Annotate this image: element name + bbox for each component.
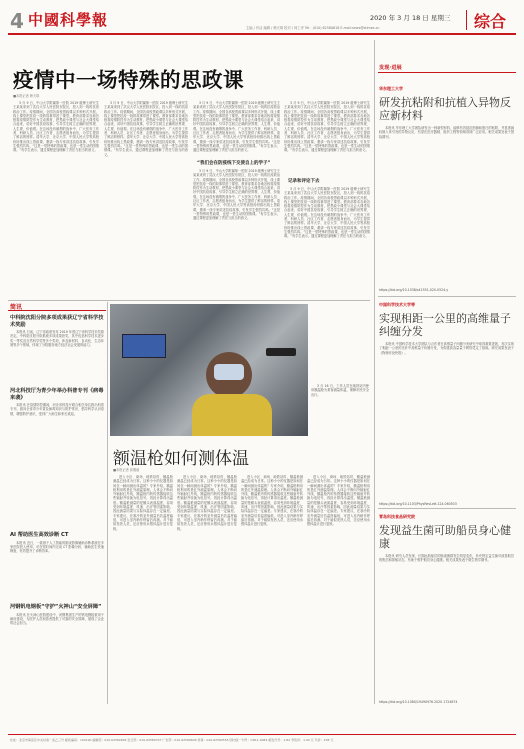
story-2-title: 实现相距一公里的高维量子纠缠分发 xyxy=(379,312,511,338)
brief-1-text: 本报讯 日前，辽宁省政府发布 2019 年度辽宁省科学技术奖励决定。中科院沈阳分院系统多项成果获奖，其中包括科学技术进步奖一等奖及自然科学奖等多个奖项，涉及新材料、自动化、生态环境等多个领域，体现了分院服务地方经济社会发展的能力。 xyxy=(10,330,104,347)
brief-4-text: 本报讯 在火神山医院建设中，河钢集团生产的钒电钢板被用于病房建设，为医护人员和患者提供了可靠的安全屏障，展现了企业的社会担当。 xyxy=(10,612,104,626)
photo-caption-text: 3 月 16 日，工作人员在地铁站内使用额温枪为乘客测量体温，保障市民安全出行。 xyxy=(311,384,369,397)
feature-body: 进入小区、商场、地铁站时，额温枪测温已经成为日常。这种小小的仪器是如何在一瞬间测出体温的？专家介绍，额温枪利用的是红外测温原理。人体会不断向外辐射红外线，额温枪内的传感器接收这些辐射并转换为电信号，再经计算得出温度。额温枪测量的是额头表面温度，容易受到环境温度、风速、出汗等因素影响，因此测量结果与实际体温存在一定偏差。专家建议，在寒冷的室外测量后若温度偏低，可进入室内稍作停留后再测。对于疑似发热人员，还应使用水银体温计进行复核。 xyxy=(177,475,237,531)
feature-body: 进入小区、商场、地铁站时，额温枪测温已经成为日常。这种小小的仪器是如何在一瞬间测出体温的？专家介绍，额温枪利用的是红外测温原理。人体会不断向外辐射红外线，额温枪内的传感器接收这些辐射并转换为电信号，再经计算得出温度。额温枪测量的是额头表面温度，容易受到环境温度、风速、出汗等因素影响，因此测量结果与实际体温存在一定偏差。专家建议，在寒冷的室外测量后若温度偏低，可进入室内稍作停留后再测。对于疑似发热人员，还应使用水银体温计进行复核。 xyxy=(241,475,303,527)
science-story-3 xyxy=(379,514,514,705)
footer-rule xyxy=(8,734,516,735)
story-1-text: 本报讯 华东理工大学团队研发出一种新型材料，能够有效抵抗细菌和蛋白的粘附，并显著减轻植入体引发的异物反应，有望在医疗器械、组织工程等领域得到广泛应用。相关成果发表于国际期刊。 xyxy=(379,126,514,139)
brief-4 xyxy=(10,604,104,701)
story-3-doi: https://doi.org/10.1080/19490976.2020.1724874 xyxy=(379,700,458,704)
section-divider xyxy=(466,10,467,30)
photo-person-jacket xyxy=(192,394,272,436)
feature-col-3 xyxy=(241,475,303,703)
news-brief-header: 简讯 xyxy=(10,304,23,311)
header-rule xyxy=(8,33,516,35)
news-photo xyxy=(110,304,308,436)
page-number: 4 xyxy=(10,9,24,33)
photo-screen xyxy=(122,334,166,358)
newspaper-logo: 中國科學報 xyxy=(28,11,109,29)
brief-2-text: 本报讯 在疫情防控期间，河北省科技厅联合相关单位推出科普专刊，面向全省青少年普及病毒知识与防护常识，倡导科学认识疫情，增强防护意识，受到广大师生和家长欢迎。 xyxy=(10,403,104,416)
feature-body: 进入小区、商场、地铁站时，额温枪测温已经成为日常。这种小小的仪器是如何在一瞬间测出体温的？专家介绍，额温枪利用的是红外测温原理。人体会不断向外辐射红外线，额温枪内的传感器接收这些辐射并转换为电信号，再经计算得出温度。额温枪测量的是额头表面温度，容易受到环境温度、风速、出汗等因素影响，因此测量结果与实际体温存在一定偏差。专家建议，在寒冷的室外测量后若温度偏低，可进入室内稍作停留后再测。对于疑似发热人员，还应使用水银体温计进行复核。 xyxy=(113,475,173,531)
main-article-col-3 xyxy=(193,101,280,296)
main-article-body: 3 月 9 日，中山大学附属第一医院 2019 级博士研究生王某某来到了武汉大学人民医院东院区，投入到一线的抗疫救治工作。疫情期间，全国各高校思政课以多种形式开展，线上课堂把抗疫一线的故事带进了课堂。教育部要求各地各校将疫情防控作为生动教材，把思政小课堂与社会大课堂结合起来，讲好中国抗疫故事，引导学生树立正确的世界观、人生观、价值观。在这场没有硝烟的战争中，广大医务工作者、科研人员、社区工作者、志愿者挺身而出，为学生提供了鲜活的榜样。清华大学、北京大学、中国人民大学等高校纷纷推出线上思政课，邀请一线专家讲述抗疫故事，引发学生强烈共鸣。“这是一堂特殊的思政课，也是一堂生动的国情课。”有学生表示，通过课程更加理解了责任与担当的意义。 xyxy=(284,187,370,239)
discovery-rule xyxy=(378,72,516,73)
brief-3-text: 本报讯 近日，一款基于人工智能的肺炎影像辅助诊断系统在多家医院投入使用，可在短时间内完成 CT 影像分析，辅助医生快速筛查，有效提升了诊断效率。 xyxy=(10,540,104,554)
brief-2-title: 河北科技厅为青少年举办科普专刊《病毒来袭》 xyxy=(10,388,104,401)
section-name: 综合 xyxy=(474,12,507,31)
footer-info: 社址：北京市海淀区中关村南一条乙三号 邮政编码：100190 编辑部：010-62580699 发行部：010-62580707 广告部：010-62580608 传真：010-62580555 国内统一刊号：CN11-0084 邮发代号：1-82 零售价：1.00 元 年价：238 元 xyxy=(10,738,334,742)
story-2-doi: https://doi.org/10.1103/PhysRevLett.124.060503 xyxy=(379,502,457,506)
feature-headline: 额温枪如何测体温 xyxy=(113,449,249,469)
feature-byline: ■本报记者 高雅丽 xyxy=(113,468,140,472)
main-article-body: 3 月 9 日，中山大学附属第一医院 2019 级博士研究生王某某来到了武汉大学人民医院东院区，投入到一线的抗疫救治工作。疫情期间，全国各高校思政课以多种形式开展，线上课堂把抗疫一线的故事带进了课堂。教育部要求各地各校将疫情防控作为生动教材，把思政小课堂与社会大课堂结合起来，讲好中国抗疫故事，引导学生树立正确的世界观、人生观、价值观。在这场没有硝烟的战争中，广大医务工作者、科研人员、社区工作者、志愿者挺身而出，为学生提供了鲜活的榜样。清华大学、北京大学、中国人民大学等高校纷纷推出线上思政课，邀请一线专家讲述抗疫故事，引发学生强烈共鸣。“这是一堂特殊的思政课，也是一堂生动的国情课。”有学生表示，通过课程更加理解了责任与担当的意义。 xyxy=(104,101,188,157)
main-bottom-rule xyxy=(8,300,370,301)
photo-face-mask xyxy=(214,364,244,380)
issue-date: 2020 年 3 月 18 日 星期三 xyxy=(370,14,451,22)
science-story-1 xyxy=(379,86,514,293)
science-story-2 xyxy=(379,302,514,507)
story-2-institution: 中国科学技术大学等 xyxy=(379,302,415,307)
brief-4-title: 河钢钒电钢板“守护”火神山“安全屏障” xyxy=(10,604,102,610)
story-3-institution: 青岛科技食品研究院 xyxy=(379,514,415,519)
news-brief-rule xyxy=(8,310,106,311)
main-article-body: 3 月 9 日，中山大学附属第一医院 2019 级博士研究生王某某来到了武汉大学人民医院东院区，投入到一线的抗疫救治工作。疫情期间，全国各高校思政课以多种形式开展，线上课堂把抗疫一线的故事带进了课堂。教育部要求各地各校将疫情防控作为生动教材，把思政小课堂与社会大课堂结合起来，讲好中国抗疫故事，引导学生树立正确的世界观、人生观、价值观。在这场没有硝烟的战争中，广大医务工作者、科研人员、社区工作者、志愿者挺身而出，为学生提供了鲜活的榜样。清华大学、北京大学、中国人民大学等高校纷纷推出线上思政课，邀请一线专家讲述抗疫故事，引发学生强烈共鸣。“这是一堂特殊的思政课，也是一堂生动的国情课。”有学生表示，通过课程更加理解了责任与担当的意义。 xyxy=(284,101,370,153)
feature-col-4 xyxy=(307,475,370,703)
main-article-body: 3 月 9 日，中山大学附属第一医院 2019 级博士研究生王某某来到了武汉大学人民医院东院区，投入到一线的抗疫救治工作。疫情期间，全国各高校思政课以多种形式开展，线上课堂把抗疫一线的故事带进了课堂。教育部要求各地各校将疫情防控作为生动教材，把思政小课堂与社会大课堂结合起来，讲好中国抗疫故事，引导学生树立正确的世界观、人生观、价值观。在这场没有硝烟的战争中，广大医务工作者、科研人员、社区工作者、志愿者挺身而出，为学生提供了鲜活的榜样。清华大学、北京大学、中国人民大学等高校纷纷推出线上思政课，邀请一线专家讲述抗疫故事，引发学生强烈共鸣。“这是一堂特殊的思政课，也是一堂生动的国情课。”有学生表示，通过课程更加理解了责任与担当的意义。 xyxy=(193,101,280,153)
main-article-col-2 xyxy=(104,101,188,296)
main-article-body: 3 月 9 日，中山大学附属第一医院 2019 级博士研究生王某某来到了武汉大学人民医院东院区，投入到一线的抗疫救治工作。疫情期间，全国各高校思政课以多种形式开展，线上课堂把抗疫一线的故事带进了课堂。教育部要求各地各校将疫情防控作为生动教材，把思政小课堂与社会大课堂结合起来，讲好中国抗疫故事，引导学生树立正确的世界观、人生观、价值观。在这场没有硝烟的战争中，广大医务工作者、科研人员、社区工作者、志愿者挺身而出，为学生提供了鲜活的榜样。清华大学、北京大学、中国人民大学等高校纷纷推出线上思政课，邀请一线专家讲述抗疫故事，引发学生强烈共鸣。“这是一堂特殊的思政课，也是一堂生动的国情课。”有学生表示，通过课程更加理解了责任与担当的意义。 xyxy=(193,169,280,221)
story-2-text: 本报讯 中国科学技术大学团队与合作者在高维量子纠缠分发研究中取得重要进展，首次实现了相距一公里的光纤中高维量子纠缠分发，为构建高容量量子网络奠定了基础。研究成果发表于《物理评论快报》。 xyxy=(379,342,514,355)
main-article-col-4 xyxy=(284,101,370,296)
editor-info: 主编 / 肖洁 编辑 / 韩天琪 校对 / 何工序 Tel：(010) 62580618 E-mail:news@stimes.cn xyxy=(246,26,380,30)
story-3-title: 发现益生菌可助船员身心健康 xyxy=(379,524,511,550)
main-byline: ■本报记者 韩天琪 xyxy=(13,94,40,98)
feature-col-2 xyxy=(177,475,237,703)
main-headline: 疫情中一场特殊的思政课 xyxy=(13,68,244,92)
story-1-doi: https://doi.org/10.1038/s41551-020-0524-y xyxy=(379,288,449,292)
brief-1-title: 中科院沈阳分院多项成果获辽宁省科学技术奖励 xyxy=(10,315,104,328)
right-column-divider xyxy=(374,40,375,704)
story-1-institution: 华东理工大学 xyxy=(379,86,403,91)
photo-caption xyxy=(311,384,369,436)
brief-3 xyxy=(10,532,104,601)
main-article-col-1 xyxy=(13,101,99,296)
story-3-text: 本报讯 研究人员发现，长期远航船员的肠道菌群发生明显变化，补充特定益生菌可改善船员的焦虑和抑郁状态，有助于维护船员身心健康。相关成果发表于微生物学期刊。 xyxy=(379,554,514,563)
main-article-body: 3 月 9 日，中山大学附属第一医院 2019 级博士研究生王某某来到了武汉大学人民医院东院区，投入到一线的抗疫救治工作。疫情期间，全国各高校思政课以多种形式开展，线上课堂把抗疫一线的故事带进了课堂。教育部要求各地各校将疫情防控作为生动教材，把思政小课堂与社会大课堂结合起来，讲好中国抗疫故事，引导学生树立正确的世界观、人生观、价值观。在这场没有硝烟的战争中，广大医务工作者、科研人员、社区工作者、志愿者挺身而出，为学生提供了鲜活的榜样。清华大学、北京大学、中国人民大学等高校纷纷推出线上思政课，邀请一线专家讲述抗疫故事，引发学生强烈共鸣。“这是一堂特殊的思政课，也是一堂生动的国情课。”有学生表示，通过课程更加理解了责任与担当的意义。 xyxy=(13,101,99,153)
feature-col-1 xyxy=(113,475,173,703)
brief-3-title: AI 帮助医生高效诊断 CT xyxy=(10,532,69,538)
discovery-label: 发现·进展 xyxy=(379,65,402,71)
left-column-divider xyxy=(107,302,108,704)
story-divider-1 xyxy=(378,296,516,297)
photo-thermometer xyxy=(266,348,296,356)
brief-1 xyxy=(10,315,104,386)
story-1-title: 研发抗粘附和抗植入异物反应新材料 xyxy=(379,96,511,122)
main-subhead-2: 记录和评论下去 xyxy=(288,179,320,184)
main-subhead-1: “我们会在防疫线下交使自上的学子” xyxy=(197,161,271,166)
brief-2 xyxy=(10,388,104,519)
feature-body: 进入小区、商场、地铁站时，额温枪测温已经成为日常。这种小小的仪器是如何在一瞬间测出体温的？专家介绍，额温枪利用的是红外测温原理。人体会不断向外辐射红外线，额温枪内的传感器接收这些辐射并转换为电信号，再经计算得出温度。额温枪测量的是额头表面温度，容易受到环境温度、风速、出汗等因素影响，因此测量结果与实际体温存在一定偏差。专家建议，在寒冷的室外测量后若温度偏低，可进入室内稍作停留后再测。对于疑似发热人员，还应使用水银体温计进行复核。 xyxy=(307,475,370,527)
story-divider-2 xyxy=(378,508,516,509)
